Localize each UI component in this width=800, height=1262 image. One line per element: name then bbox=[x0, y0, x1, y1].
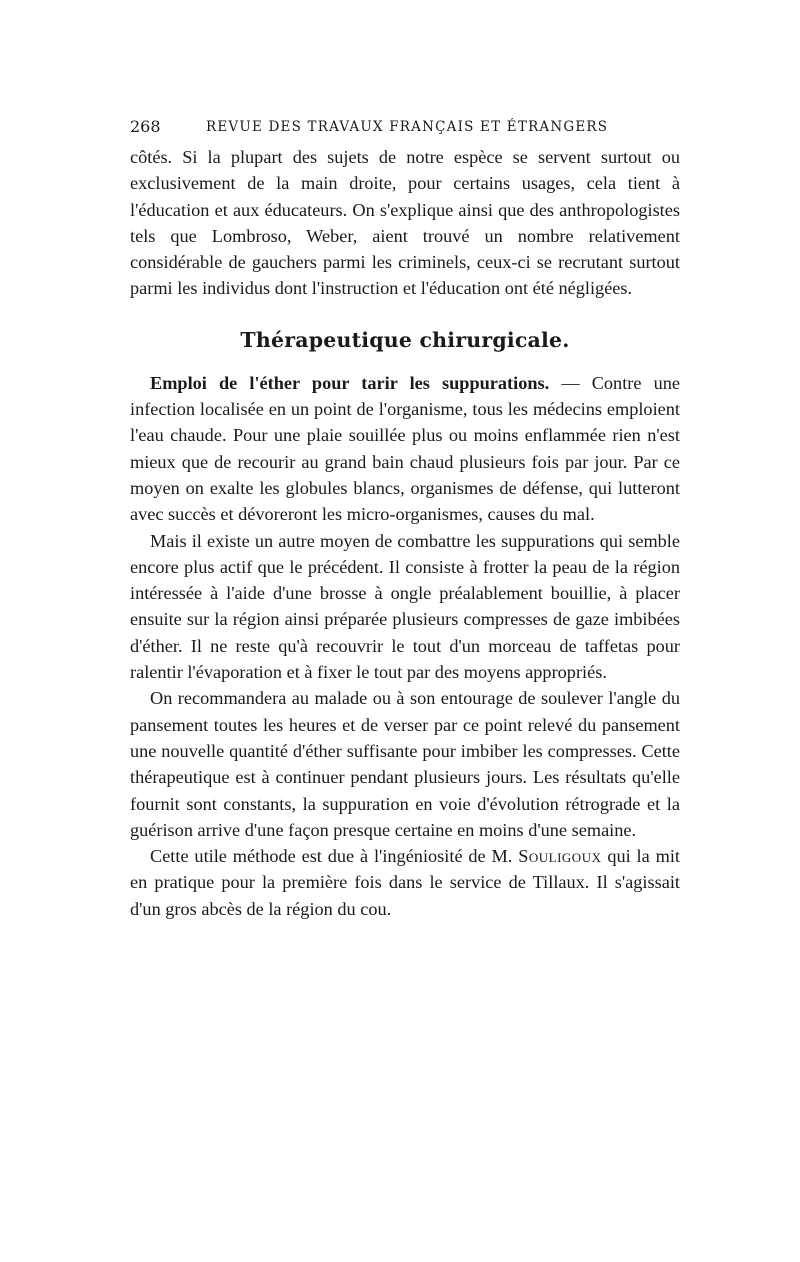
page bbox=[130, 112, 680, 922]
paragraph-body: — Contre une infection localisée en un point de l'organisme, tous les médecins emploient l'eau chaude. Pour une plaie souillée plus ou moins enflammée rien n'est mieux que de recourir au grand bain chaud plusieurs fois par jour. Par ce moyen on exalte les globules blancs, organismes de défense, qui lutteront avec succès et dévoreront les micro-organismes, causes du mal. bbox=[130, 372, 680, 525]
journal-title: REVUE DES TRAVAUX FRANÇAIS ET ÉTRANGERS bbox=[206, 119, 609, 135]
paragraph-lead: Emploi de l'éther pour tarir les suppurations. bbox=[150, 372, 550, 393]
author-name: Souligoux bbox=[518, 846, 602, 867]
paragraph-recommendation: On recommandera au malade ou à son entourage de soulever l'angle du pansement toutes les heures et de verser par ce point relevé du pansement une nouvelle quantité d'éther suffisante pour imbiber les compresses. Cette thérapeutique est à continuer pendant plusieurs jours. Les résultats qu'elle fournit sont constants, la suppuration en voie d'évolution rétrograde et la guérison arrive d'une façon presque certaine en moins d'une semaine. bbox=[130, 688, 680, 840]
page-number: 268 bbox=[130, 117, 161, 136]
attribution-text-end: qui la mit en pratique pour la première fois dans le service de Tillaux. Il s'agissait d'un gros abcès de la région du cou. bbox=[130, 846, 680, 919]
running-head bbox=[130, 112, 680, 144]
paragraph-ether bbox=[130, 370, 680, 528]
paragraph-attribution bbox=[130, 843, 680, 922]
section-heading: Thérapeutique chirurgicale. bbox=[240, 327, 570, 352]
attribution-text: Cette utile méthode est due à l'ingéniosité de M. bbox=[150, 846, 519, 867]
paragraph-continued: côtés. Si la plupart des sujets de notre espèce se servent surtout ou exclusivement de la main droite, pour certains usages, cela tient à l'éducation et aux éducateurs. On s'explique ainsi que des anthropologistes tels que Lombroso, Weber, aient trouvé un nombre relativement considérable de gauchers parmi les criminels, ceux-ci se recrutant surtout parmi les individus dont l'instruction et l'éducation ont été négligées. bbox=[130, 147, 680, 299]
paragraph-method: Mais il existe un autre moyen de combattre les suppurations qui semble encore plus actif que le précédent. Il consiste à frotter la peau de la région intéressée à l'aide d'une brosse à ongle préalablement bouillie, à placer ensuite sur la région ainsi préparée plusieurs compresses de gaze imbibées d'éther. Il ne reste qu'à recouvrir le tout d'un morceau de taffetas pour ralentir l'évaporation et à fixer le tout par des moyens appropriés. bbox=[130, 530, 680, 683]
